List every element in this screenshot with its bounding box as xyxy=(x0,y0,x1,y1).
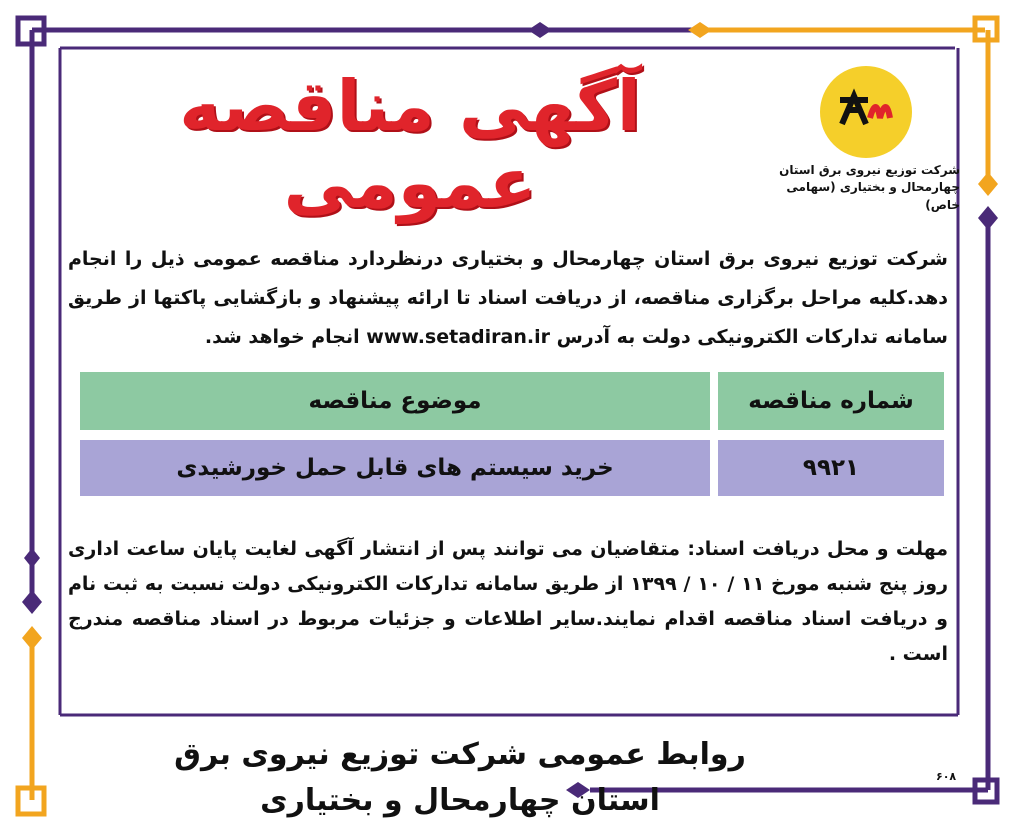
table-cell-number: ۹۹۲۱ xyxy=(718,440,944,496)
company-logo xyxy=(820,66,912,158)
footer-line-2: استان چهارمحال و بختیاری xyxy=(260,783,660,818)
company-line-2: چهارمحال و بختیاری (سهامی خاص) xyxy=(786,180,960,212)
ad-code: ۶۰۸ xyxy=(936,770,957,783)
company-line-1: شرکت توزیع نیروی برق استان xyxy=(779,163,960,177)
footer-signature xyxy=(160,732,760,824)
power-tower-icon xyxy=(820,66,912,158)
deadline-paragraph: مهلت و محل دریافت اسناد: متقاضیان می توانند پس از انتشار آگهی لغایت پایان ساعت اداری روز پنج شنبه مورخ ۱۱ / ۱۰ / ۱۳۹۹ از طریق سامانه تدارکات الکترونیکی دولت نسبت به ثبت نام و دریافت اسناد مناقصه اقدام نمایند.سایر اطلاعات و جزئیات مربوط در اسناد مناقصه مندرج است . xyxy=(68,538,949,665)
page-title: آگهی مناقصه عمومی xyxy=(179,65,641,224)
table-cell-subject: خرید سیستم های قابل حمل خورشیدی xyxy=(80,440,710,496)
intro-paragraph: شرکت توزیع نیروی برق استان چهارمحال و بختیاری درنظردارد مناقصه عمومی ذیل را انجام دهد.کلیه مراحل برگزاری مناقصه، از دریافت اسناد تا ارائه پیشنهاد و بازگشایی پاکتها از طریق سامانه تدارکات الکترونیکی دولت به آدرس www.setadiran.ir انجام خواهد شد. xyxy=(68,248,948,348)
table-header-subject: موضوع مناقصه xyxy=(80,372,710,430)
company-name xyxy=(770,162,960,214)
table-header-number: شماره مناقصه xyxy=(718,372,944,430)
footer-line-1: روابط عمومی شرکت توزیع نیروی برق xyxy=(174,737,746,772)
